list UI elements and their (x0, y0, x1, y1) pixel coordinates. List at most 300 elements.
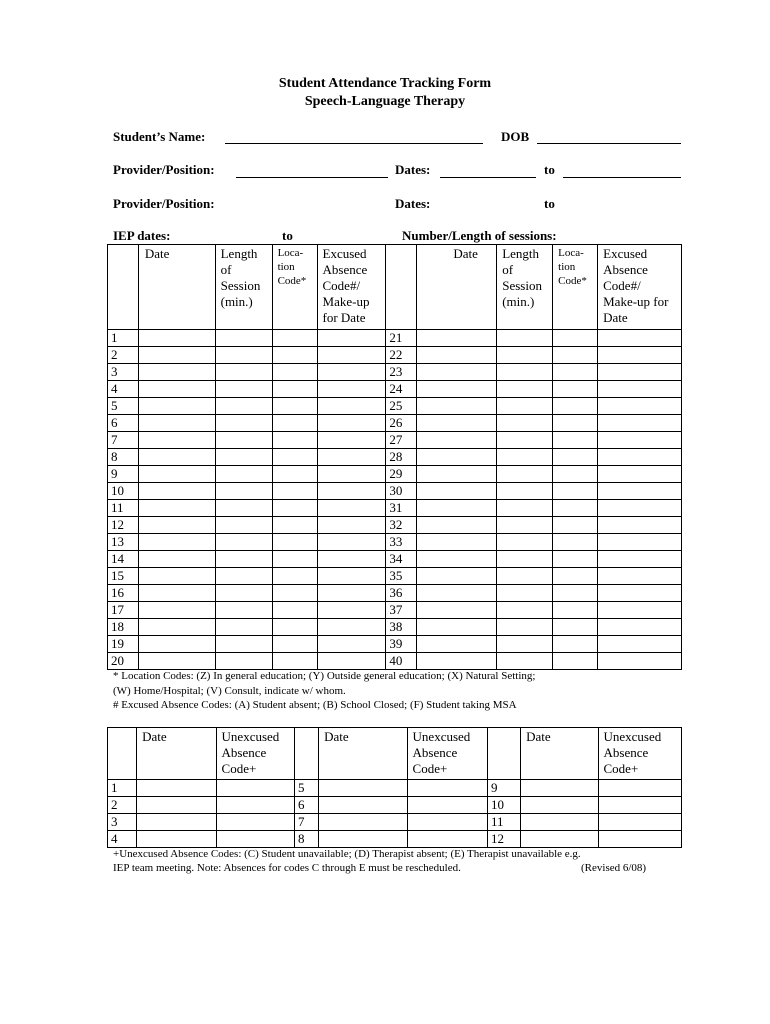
unexcused-cell[interactable] (216, 797, 294, 814)
excused-cell[interactable] (598, 449, 682, 466)
excused-cell[interactable] (317, 398, 386, 415)
excused-cell[interactable] (598, 415, 682, 432)
length-cell[interactable] (497, 398, 553, 415)
length-cell[interactable] (497, 619, 553, 636)
length-cell[interactable] (497, 466, 553, 483)
date-cell[interactable] (138, 415, 215, 432)
length-cell[interactable] (497, 364, 553, 381)
excused-cell[interactable] (317, 551, 386, 568)
row-number: 8 (294, 831, 318, 848)
row-number: 40 (386, 653, 417, 670)
excused-cell[interactable] (598, 483, 682, 500)
date-cell[interactable] (319, 797, 407, 814)
date-cell[interactable] (138, 568, 215, 585)
length-cell[interactable] (497, 653, 553, 670)
location-cell[interactable] (553, 500, 598, 517)
date-cell[interactable] (417, 432, 497, 449)
header-date-right: Date (417, 245, 497, 330)
dates-from-field-1[interactable] (440, 177, 536, 178)
location-codes-note: * Location Codes: (Z) In general education; (Y) Outside general education; (X) Natural Setting; (113, 670, 536, 682)
location-cell[interactable] (272, 534, 317, 551)
length-cell[interactable] (497, 449, 553, 466)
u-header-unexcused-2: Unexcused Absence Code+ (407, 728, 487, 780)
date-cell[interactable] (521, 780, 598, 797)
header-excused-left: Excused Absence Code#/ Make-up for Date (317, 245, 386, 330)
row-number: 11 (108, 500, 139, 517)
location-cell[interactable] (272, 636, 317, 653)
sessions-label: Number/Length of sessions: (402, 228, 557, 243)
row-number: 17 (108, 602, 139, 619)
location-cell[interactable] (272, 347, 317, 364)
row-number: 6 (108, 415, 139, 432)
header-length-right: Length of Session (min.) (497, 245, 553, 330)
row-number: 14 (108, 551, 139, 568)
u-header-blank-1 (108, 728, 137, 780)
row-number: 38 (386, 619, 417, 636)
length-cell[interactable] (215, 415, 272, 432)
length-cell[interactable] (497, 500, 553, 517)
location-cell[interactable] (553, 415, 598, 432)
date-cell[interactable] (521, 797, 598, 814)
student-name-label: Student’s Name: (113, 129, 206, 144)
row-number: 36 (386, 585, 417, 602)
length-cell[interactable] (215, 398, 272, 415)
date-cell[interactable] (138, 449, 215, 466)
date-cell[interactable] (138, 398, 215, 415)
row-number: 8 (108, 449, 139, 466)
excused-cell[interactable] (317, 602, 386, 619)
table-row (108, 831, 682, 848)
excused-cell[interactable] (598, 500, 682, 517)
row-number: 24 (386, 381, 417, 398)
row-number: 31 (386, 500, 417, 517)
row-number: 20 (108, 653, 139, 670)
length-cell[interactable] (215, 602, 272, 619)
length-cell[interactable] (215, 619, 272, 636)
length-cell[interactable] (215, 347, 272, 364)
excused-cell[interactable] (598, 398, 682, 415)
unexcused-codes-note: +Unexcused Absence Codes: (C) Student unavailable; (D) Therapist absent; (E) Therapist unavailable e.g. (113, 848, 581, 860)
length-cell[interactable] (215, 517, 272, 534)
length-cell[interactable] (497, 483, 553, 500)
row-number: 12 (487, 831, 520, 848)
table-row (108, 398, 682, 415)
length-cell[interactable] (215, 364, 272, 381)
excused-cell[interactable] (317, 483, 386, 500)
excused-cell[interactable] (317, 517, 386, 534)
row-number: 10 (108, 483, 139, 500)
location-cell[interactable] (553, 483, 598, 500)
date-cell[interactable] (417, 483, 497, 500)
date-cell[interactable] (417, 415, 497, 432)
date-cell[interactable] (417, 517, 497, 534)
excused-cell[interactable] (317, 568, 386, 585)
row-number: 4 (108, 381, 139, 398)
date-cell[interactable] (319, 814, 407, 831)
row-number: 1 (108, 780, 137, 797)
excused-cell[interactable] (598, 568, 682, 585)
excused-cell[interactable] (317, 636, 386, 653)
date-cell[interactable] (417, 534, 497, 551)
to-label-1: to (544, 162, 555, 177)
excused-cell[interactable] (598, 466, 682, 483)
length-cell[interactable] (215, 449, 272, 466)
excused-cell[interactable] (598, 551, 682, 568)
provider-label-2: Provider/Position: (113, 196, 215, 211)
header-length-left: Length of Session (min.) (215, 245, 272, 330)
date-cell[interactable] (138, 517, 215, 534)
date-cell[interactable] (138, 466, 215, 483)
date-cell[interactable] (138, 653, 215, 670)
location-cell[interactable] (272, 500, 317, 517)
length-cell[interactable] (215, 432, 272, 449)
revised-date: (Revised 6/08) (581, 862, 647, 874)
location-cell[interactable] (272, 517, 317, 534)
table-row (108, 797, 682, 814)
length-cell[interactable] (497, 636, 553, 653)
date-cell[interactable] (417, 602, 497, 619)
location-cell[interactable] (553, 636, 598, 653)
excused-cell[interactable] (598, 636, 682, 653)
date-cell[interactable] (417, 551, 497, 568)
u-header-blank-2 (294, 728, 318, 780)
form-subtitle: Speech-Language Therapy (304, 94, 466, 109)
excused-cell[interactable] (317, 585, 386, 602)
excused-cell[interactable] (317, 449, 386, 466)
row-number: 27 (386, 432, 417, 449)
length-cell[interactable] (497, 517, 553, 534)
unexcused-cell[interactable] (407, 797, 487, 814)
date-cell[interactable] (138, 330, 215, 347)
date-cell[interactable] (417, 449, 497, 466)
row-number: 13 (108, 534, 139, 551)
dob-field[interactable] (537, 143, 681, 144)
row-number: 5 (294, 780, 318, 797)
row-number: 21 (386, 330, 417, 347)
location-cell[interactable] (272, 653, 317, 670)
date-cell[interactable] (137, 831, 216, 848)
table-row (108, 653, 682, 670)
length-cell[interactable] (215, 653, 272, 670)
location-cell[interactable] (272, 398, 317, 415)
location-cell[interactable] (272, 381, 317, 398)
date-cell[interactable] (138, 534, 215, 551)
location-cell[interactable] (553, 364, 598, 381)
length-cell[interactable] (497, 551, 553, 568)
dob-label: DOB (501, 129, 530, 144)
header-location-left: Loca- tion Code* (272, 245, 317, 330)
unexcused-cell[interactable] (216, 780, 294, 797)
row-number: 18 (108, 619, 139, 636)
length-cell[interactable] (215, 381, 272, 398)
row-number: 2 (108, 347, 139, 364)
date-cell[interactable] (417, 466, 497, 483)
excused-cell[interactable] (317, 364, 386, 381)
iep-to-label: to (282, 228, 293, 243)
table-row (108, 814, 682, 831)
row-number: 1 (108, 330, 139, 347)
u-header-date-2: Date (319, 728, 407, 780)
excused-cell[interactable] (598, 653, 682, 670)
length-cell[interactable] (215, 466, 272, 483)
row-number: 2 (108, 797, 137, 814)
location-codes-note-cont: (W) Home/Hospital; (V) Consult, indicate w/ whom. (113, 685, 346, 697)
row-number: 3 (108, 364, 139, 381)
table-row (108, 415, 682, 432)
student-name-field[interactable] (225, 143, 483, 144)
unexcused-cell[interactable] (598, 814, 682, 831)
u-header-blank-3 (487, 728, 520, 780)
row-number: 29 (386, 466, 417, 483)
row-number: 33 (386, 534, 417, 551)
row-number: 22 (386, 347, 417, 364)
row-number: 7 (108, 432, 139, 449)
date-cell[interactable] (138, 636, 215, 653)
header-date-left: Date (138, 245, 215, 330)
location-cell[interactable] (272, 551, 317, 568)
row-number: 32 (386, 517, 417, 534)
excused-cell[interactable] (598, 534, 682, 551)
length-cell[interactable] (497, 330, 553, 347)
location-cell[interactable] (272, 619, 317, 636)
length-cell[interactable] (215, 500, 272, 517)
row-number: 37 (386, 602, 417, 619)
table-row (108, 466, 682, 483)
location-cell[interactable] (553, 585, 598, 602)
location-cell[interactable] (272, 483, 317, 500)
excused-cell[interactable] (317, 347, 386, 364)
dates-to-field-1[interactable] (563, 177, 681, 178)
location-cell[interactable] (553, 534, 598, 551)
table-row (108, 347, 682, 364)
date-cell[interactable] (138, 551, 215, 568)
excused-cell[interactable] (317, 381, 386, 398)
table-row (108, 636, 682, 653)
unexcused-cell[interactable] (598, 780, 682, 797)
location-cell[interactable] (272, 432, 317, 449)
date-cell[interactable] (138, 347, 215, 364)
date-cell[interactable] (138, 483, 215, 500)
date-cell[interactable] (417, 347, 497, 364)
row-number: 6 (294, 797, 318, 814)
excused-cell[interactable] (317, 534, 386, 551)
table-row (108, 483, 682, 500)
length-cell[interactable] (497, 432, 553, 449)
location-cell[interactable] (553, 347, 598, 364)
location-cell[interactable] (272, 466, 317, 483)
row-number: 19 (108, 636, 139, 653)
date-cell[interactable] (137, 814, 216, 831)
excused-cell[interactable] (317, 432, 386, 449)
table-row (108, 780, 682, 797)
excused-cell[interactable] (598, 330, 682, 347)
location-cell[interactable] (272, 364, 317, 381)
table-row (108, 517, 682, 534)
excused-codes-note: # Excused Absence Codes: (A) Student absent; (B) School Closed; (F) Student taking MSA (113, 699, 517, 711)
location-cell[interactable] (553, 551, 598, 568)
attendance-table (107, 244, 682, 670)
length-cell[interactable] (497, 585, 553, 602)
row-number: 10 (487, 797, 520, 814)
date-cell[interactable] (417, 636, 497, 653)
row-number: 39 (386, 636, 417, 653)
length-cell[interactable] (497, 602, 553, 619)
length-cell[interactable] (215, 483, 272, 500)
length-cell[interactable] (215, 551, 272, 568)
location-cell[interactable] (272, 585, 317, 602)
date-cell[interactable] (417, 585, 497, 602)
date-cell[interactable] (319, 831, 407, 848)
unexcused-cell[interactable] (598, 831, 682, 848)
date-cell[interactable] (137, 797, 216, 814)
row-number: 16 (108, 585, 139, 602)
provider-field-1[interactable] (236, 177, 388, 178)
date-cell[interactable] (417, 381, 497, 398)
table-row (108, 568, 682, 585)
unexcused-table (107, 727, 682, 848)
date-cell[interactable] (417, 364, 497, 381)
location-cell[interactable] (553, 568, 598, 585)
date-cell[interactable] (138, 619, 215, 636)
row-number: 7 (294, 814, 318, 831)
iep-dates-label: IEP dates: (113, 228, 171, 243)
table-row (108, 585, 682, 602)
unexcused-cell[interactable] (407, 780, 487, 797)
excused-cell[interactable] (598, 347, 682, 364)
unexcused-cell[interactable] (407, 831, 487, 848)
row-number: 26 (386, 415, 417, 432)
date-cell[interactable] (521, 831, 598, 848)
table-row (108, 364, 682, 381)
excused-cell[interactable] (317, 500, 386, 517)
date-cell[interactable] (319, 780, 407, 797)
date-cell[interactable] (137, 780, 216, 797)
excused-cell[interactable] (317, 653, 386, 670)
u-header-unexcused-3: Unexcused Absence Code+ (598, 728, 682, 780)
length-cell[interactable] (497, 347, 553, 364)
header-excused-right: Excused Absence Code#/ Make-up for Date (598, 245, 682, 330)
table-row (108, 449, 682, 466)
table-row (108, 602, 682, 619)
unexcused-cell[interactable] (407, 814, 487, 831)
location-cell[interactable] (553, 432, 598, 449)
excused-cell[interactable] (598, 517, 682, 534)
date-cell[interactable] (138, 602, 215, 619)
date-cell[interactable] (138, 432, 215, 449)
unexcused-codes-note-cont: IEP team meeting. Note: Absences for codes C through E must be rescheduled. (113, 862, 461, 874)
row-number: 9 (108, 466, 139, 483)
excused-cell[interactable] (598, 585, 682, 602)
unexcused-header-row (108, 728, 682, 780)
length-cell[interactable] (215, 534, 272, 551)
location-cell[interactable] (553, 398, 598, 415)
excused-cell[interactable] (317, 466, 386, 483)
location-cell[interactable] (553, 449, 598, 466)
row-number: 4 (108, 831, 137, 848)
date-cell[interactable] (138, 364, 215, 381)
excused-cell[interactable] (598, 381, 682, 398)
row-number: 12 (108, 517, 139, 534)
location-cell[interactable] (553, 602, 598, 619)
length-cell[interactable] (497, 534, 553, 551)
table-row (108, 619, 682, 636)
header-blank-right (386, 245, 417, 330)
excused-cell[interactable] (598, 432, 682, 449)
location-cell[interactable] (553, 619, 598, 636)
length-cell[interactable] (497, 568, 553, 585)
location-cell[interactable] (272, 415, 317, 432)
table-row (108, 432, 682, 449)
row-number: 3 (108, 814, 137, 831)
location-cell[interactable] (553, 653, 598, 670)
form-title: Student Attendance Tracking Form (278, 76, 492, 91)
table-header-row (108, 245, 682, 330)
header-location-right: Loca- tion Code* (553, 245, 598, 330)
location-cell[interactable] (272, 449, 317, 466)
date-cell[interactable] (138, 585, 215, 602)
length-cell[interactable] (215, 636, 272, 653)
provider-label-1: Provider/Position: (113, 162, 215, 177)
table-row (108, 330, 682, 347)
date-cell[interactable] (521, 814, 598, 831)
row-number: 15 (108, 568, 139, 585)
location-cell[interactable] (272, 568, 317, 585)
table-row (108, 381, 682, 398)
date-cell[interactable] (417, 398, 497, 415)
excused-cell[interactable] (317, 330, 386, 347)
row-number: 11 (487, 814, 520, 831)
u-header-unexcused-1: Unexcused Absence Code+ (216, 728, 294, 780)
date-cell[interactable] (417, 500, 497, 517)
excused-cell[interactable] (598, 619, 682, 636)
table-row (108, 551, 682, 568)
date-cell[interactable] (138, 500, 215, 517)
excused-cell[interactable] (598, 602, 682, 619)
row-number: 5 (108, 398, 139, 415)
location-cell[interactable] (553, 517, 598, 534)
length-cell[interactable] (215, 330, 272, 347)
date-cell[interactable] (138, 381, 215, 398)
unexcused-cell[interactable] (216, 831, 294, 848)
location-cell[interactable] (272, 330, 317, 347)
table-row (108, 500, 682, 517)
location-cell[interactable] (553, 330, 598, 347)
unexcused-cell[interactable] (598, 797, 682, 814)
row-number: 9 (487, 780, 520, 797)
length-cell[interactable] (497, 415, 553, 432)
row-number: 30 (386, 483, 417, 500)
date-cell[interactable] (417, 619, 497, 636)
row-number: 23 (386, 364, 417, 381)
dates-label-2: Dates: (395, 196, 431, 211)
date-cell[interactable] (417, 653, 497, 670)
length-cell[interactable] (215, 585, 272, 602)
length-cell[interactable] (497, 381, 553, 398)
date-cell[interactable] (417, 568, 497, 585)
excused-cell[interactable] (598, 364, 682, 381)
to-label-2: to (544, 196, 555, 211)
date-cell[interactable] (417, 330, 497, 347)
row-number: 28 (386, 449, 417, 466)
excused-cell[interactable] (317, 619, 386, 636)
location-cell[interactable] (553, 381, 598, 398)
excused-cell[interactable] (317, 415, 386, 432)
location-cell[interactable] (553, 466, 598, 483)
length-cell[interactable] (215, 568, 272, 585)
location-cell[interactable] (272, 602, 317, 619)
unexcused-cell[interactable] (216, 814, 294, 831)
header-blank-left (108, 245, 139, 330)
